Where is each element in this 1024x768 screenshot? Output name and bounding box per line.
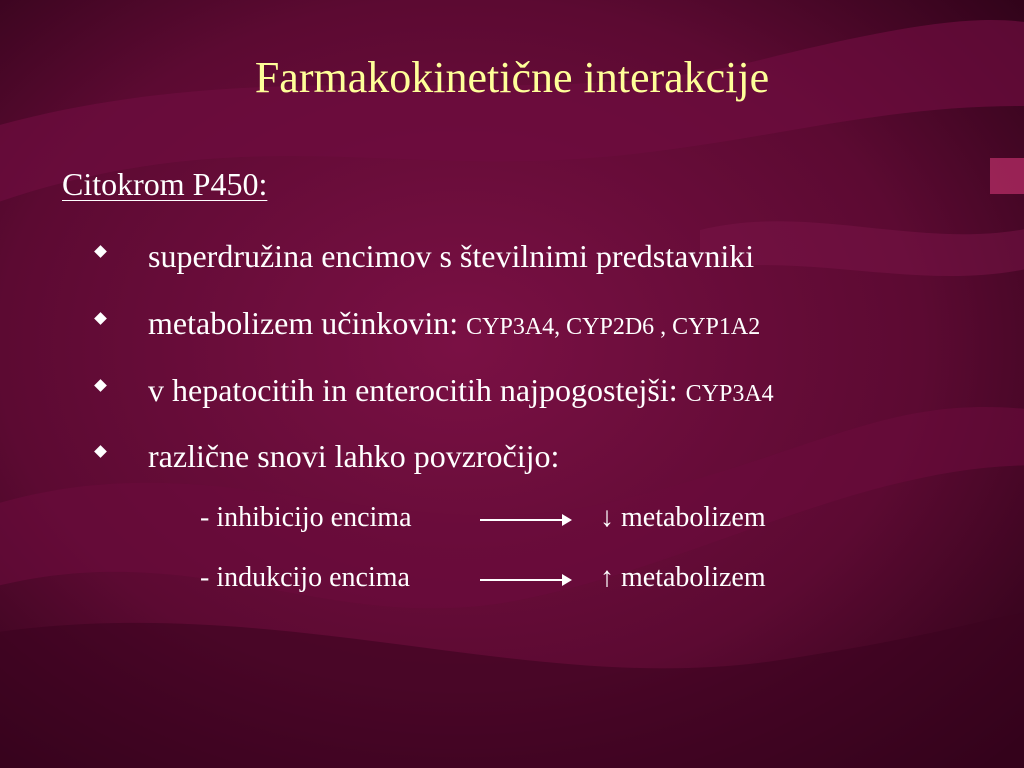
bullet-text (148, 436, 559, 476)
section-heading: Citokrom P450: (62, 166, 268, 202)
bullet-small-text: CYP3A4, CYP2D6 , CYP1A2 (466, 314, 761, 340)
right-arrow-icon (480, 519, 570, 521)
bullet-small-text: CYP3A4 (685, 381, 774, 407)
diamond-bullet-icon (94, 245, 107, 258)
bullet-main-text: v hepatocitih in enterocitih najpogostejši: (148, 372, 686, 408)
right-arrow-icon (480, 579, 570, 581)
bullet-text (148, 303, 760, 347)
bullet-text (148, 236, 754, 276)
diamond-bullet-icon (94, 379, 107, 392)
diamond-bullet-icon (94, 445, 107, 458)
bullet-main-text: metabolizem učinkovin: (148, 305, 467, 341)
subitem-result-text: metabolizem (621, 562, 766, 593)
diamond-bullet-icon (94, 312, 107, 325)
subitem-result-text: metabolizem (621, 502, 766, 533)
subitem-result (600, 500, 766, 536)
subitem-label: - indukcijo encima (200, 562, 410, 593)
slide-title: Farmakokinetične interakcije (254, 53, 770, 102)
subitem-result (600, 560, 766, 596)
up-arrow-icon: ↑ (600, 562, 614, 593)
down-arrow-icon: ↓ (600, 502, 614, 533)
bullet-main-text: različne snovi lahko povzročijo: (148, 438, 560, 474)
bullet-main-text: superdružina encimov s številnimi predstavniki (148, 238, 755, 274)
bullet-text (148, 370, 774, 414)
subitem-label: - inhibicijo encima (200, 502, 412, 533)
